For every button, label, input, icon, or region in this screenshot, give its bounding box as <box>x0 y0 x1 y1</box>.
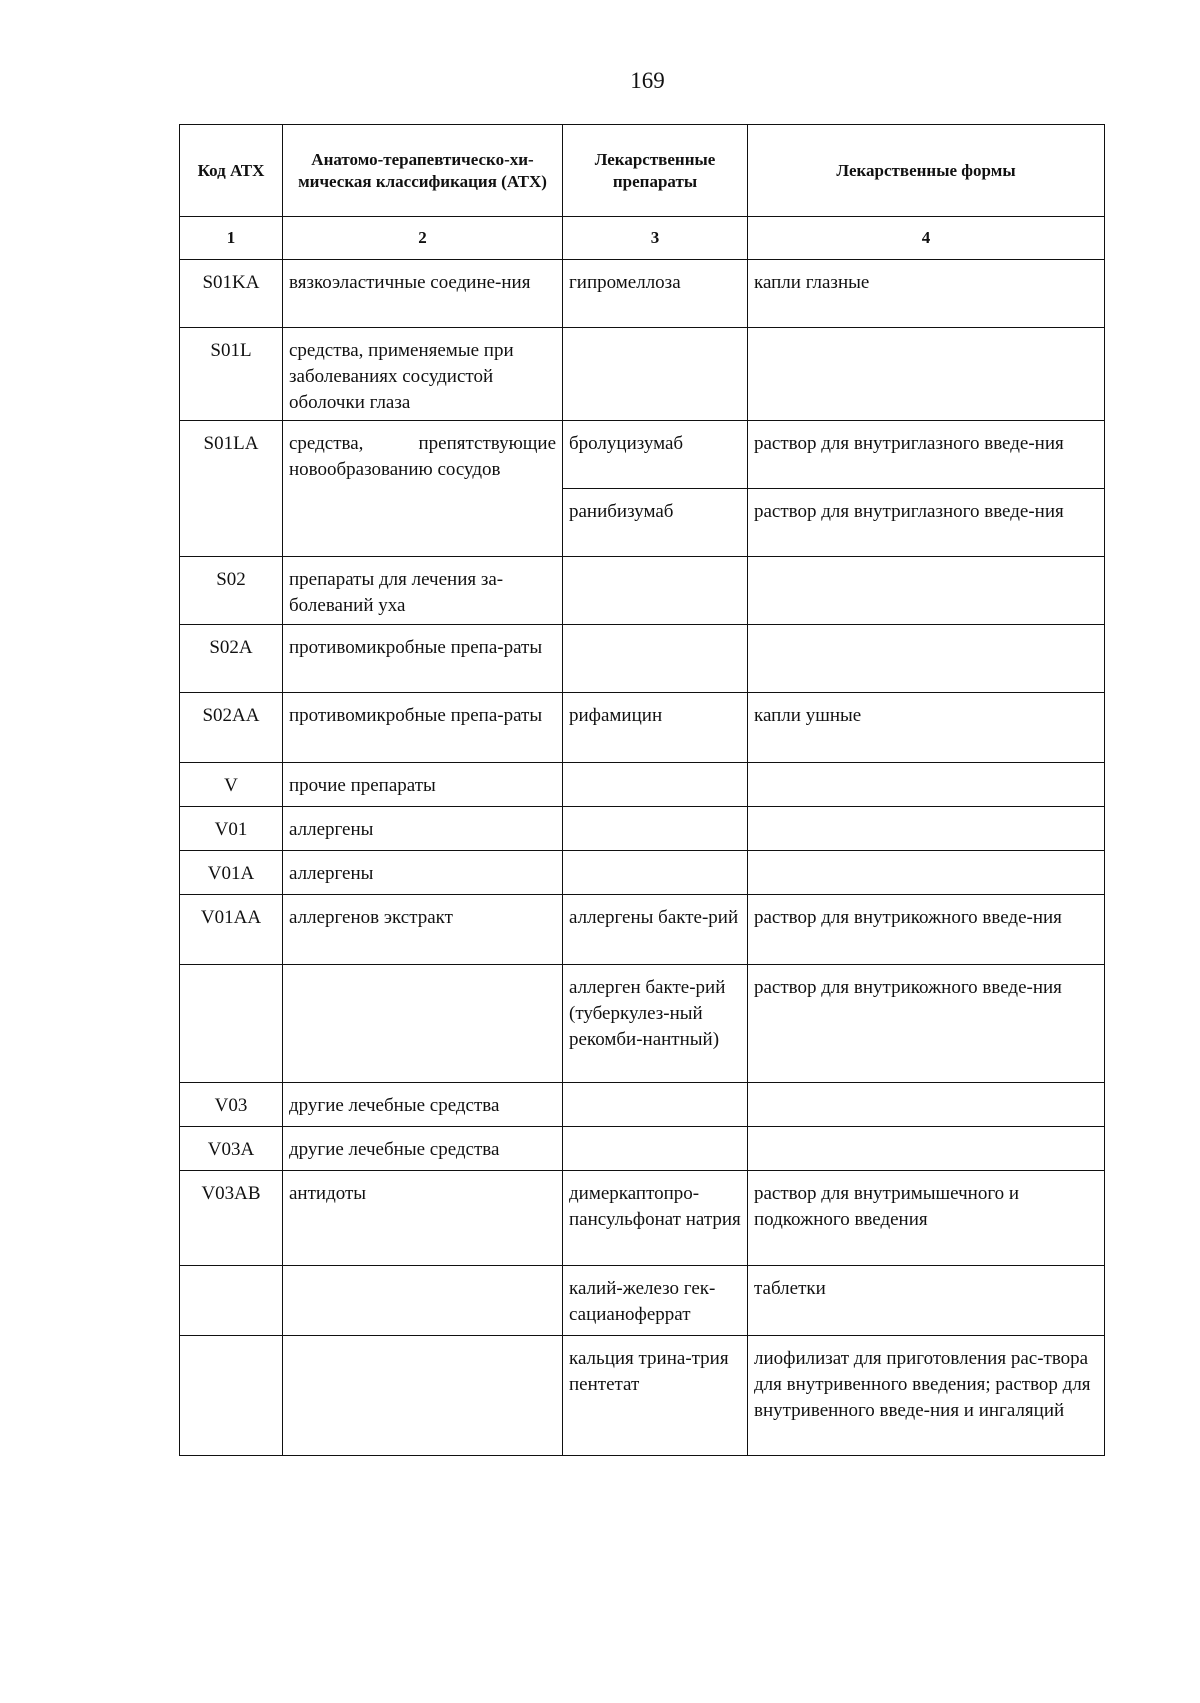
atx-code-cell <box>180 1336 283 1456</box>
atx-code-cell: S01KA <box>180 260 283 328</box>
drug-cell <box>563 763 748 807</box>
atx-name-cell: антидоты <box>283 1171 563 1266</box>
table-row <box>180 693 1105 763</box>
table-row <box>180 625 1105 693</box>
column-number: 4 <box>748 217 1105 260</box>
dosage-form-cell: раствор для внутримышечного и подкожного введения <box>748 1171 1105 1266</box>
column-number-row <box>180 217 1105 260</box>
atx-code-cell: V01AA <box>180 895 283 965</box>
drug-cell: аллергены бакте-рий <box>563 895 748 965</box>
table-row <box>180 895 1105 965</box>
drug-cell: кальция трина-трия пентетат <box>563 1336 748 1456</box>
atx-code-cell: V01A <box>180 851 283 895</box>
dosage-form-cell <box>748 763 1105 807</box>
atx-code-cell: S02AA <box>180 693 283 763</box>
atx-code-cell: V03 <box>180 1083 283 1127</box>
dosage-form-cell <box>748 328 1105 421</box>
dosage-form-cell <box>748 625 1105 693</box>
dosage-form-cell <box>748 807 1105 851</box>
header-atx-classification: Анатомо-терапевтическо-хи-мическая классификация (АТХ) <box>283 125 563 217</box>
table-row <box>180 1336 1105 1456</box>
dosage-form-cell <box>748 1083 1105 1127</box>
column-number: 2 <box>283 217 563 260</box>
dosage-form-cell: лиофилизат для приготовления рас-твора для внутривенного введения; раствор для внутривенного введе-ния и ингаляций <box>748 1336 1105 1456</box>
dosage-form-cell: таблетки <box>748 1266 1105 1336</box>
drug-cell <box>563 851 748 895</box>
dosage-form-cell: раствор для внутрикожного введе-ния <box>748 965 1105 1083</box>
drug-cell <box>563 557 748 625</box>
atx-name-cell: аллергены <box>283 807 563 851</box>
dosage-form-cell: капли ушные <box>748 693 1105 763</box>
table-row <box>180 1266 1105 1336</box>
atx-table <box>179 124 1105 1456</box>
atx-code-cell: V <box>180 763 283 807</box>
drug-cell <box>563 625 748 693</box>
table-row <box>180 763 1105 807</box>
atx-code-cell: V03A <box>180 1127 283 1171</box>
atx-code-cell: V01 <box>180 807 283 851</box>
drug-cell <box>563 328 748 421</box>
drug-cell: гипромеллоза <box>563 260 748 328</box>
drug-cell <box>563 807 748 851</box>
table-row <box>180 1127 1105 1171</box>
atx-code-cell: S02A <box>180 625 283 693</box>
drug-cell: бролуцизумаб <box>563 421 748 489</box>
atx-name-cell: противомикробные препа-раты <box>283 625 563 693</box>
table-row <box>180 1083 1105 1127</box>
atx-name-cell: другие лечебные средства <box>283 1083 563 1127</box>
atx-name-cell <box>283 965 563 1083</box>
dosage-form-cell: капли глазные <box>748 260 1105 328</box>
atx-code-cell: S01L <box>180 328 283 421</box>
header-atx-code: Код АТХ <box>180 125 283 217</box>
dosage-form-cell: раствор для внутрикожного введе-ния <box>748 895 1105 965</box>
page-number: 169 <box>630 68 665 93</box>
atx-name-cell: другие лечебные средства <box>283 1127 563 1171</box>
table-row <box>180 557 1105 625</box>
header-drugs: Лекарственные препараты <box>563 125 748 217</box>
table-row <box>180 328 1105 421</box>
table-row <box>180 1171 1105 1266</box>
atx-name-cell <box>283 1336 563 1456</box>
drug-cell <box>563 1083 748 1127</box>
atx-code-cell <box>180 965 283 1083</box>
table-row <box>180 965 1105 1083</box>
atx-code-cell: S02 <box>180 557 283 625</box>
dosage-form-cell: раствор для внутриглазного введе-ния <box>748 489 1105 557</box>
atx-name-cell: аллергенов экстракт <box>283 895 563 965</box>
atx-name-cell <box>283 1266 563 1336</box>
table-row <box>180 260 1105 328</box>
atx-name-cell: средства, применяемые при заболеваниях сосудистой оболочки глаза <box>283 328 563 421</box>
atx-code-cell: V03AB <box>180 1171 283 1266</box>
atx-name-cell: вязкоэластичные соедине-ния <box>283 260 563 328</box>
column-number: 1 <box>180 217 283 260</box>
dosage-form-cell: раствор для внутриглазного введе-ния <box>748 421 1105 489</box>
dosage-form-cell <box>748 1127 1105 1171</box>
atx-name-cell: средства, препятствующие новообразованию сосудов <box>283 421 563 557</box>
atx-name-cell: прочие препараты <box>283 763 563 807</box>
drug-cell: рифамицин <box>563 693 748 763</box>
atx-code-cell <box>180 1266 283 1336</box>
atx-name-cell: препараты для лечения за-болеваний уха <box>283 557 563 625</box>
drug-cell: ранибизумаб <box>563 489 748 557</box>
atx-name-cell: аллергены <box>283 851 563 895</box>
atx-name-cell: противомикробные препа-раты <box>283 693 563 763</box>
column-number: 3 <box>563 217 748 260</box>
table-row <box>180 807 1105 851</box>
header-dosage-forms: Лекарственные формы <box>748 125 1105 217</box>
drug-cell: аллерген бакте-рий (туберкулез-ный рекомби-нантный) <box>563 965 748 1083</box>
table-header-row <box>180 125 1105 217</box>
drug-cell <box>563 1127 748 1171</box>
dosage-form-cell <box>748 851 1105 895</box>
dosage-form-cell <box>748 557 1105 625</box>
table-row <box>180 421 1105 489</box>
drug-cell: калий-железо гек-сацианоферрат <box>563 1266 748 1336</box>
atx-code-cell: S01LA <box>180 421 283 557</box>
drug-cell: димеркаптопро-пансульфонат натрия <box>563 1171 748 1266</box>
table-row <box>180 851 1105 895</box>
